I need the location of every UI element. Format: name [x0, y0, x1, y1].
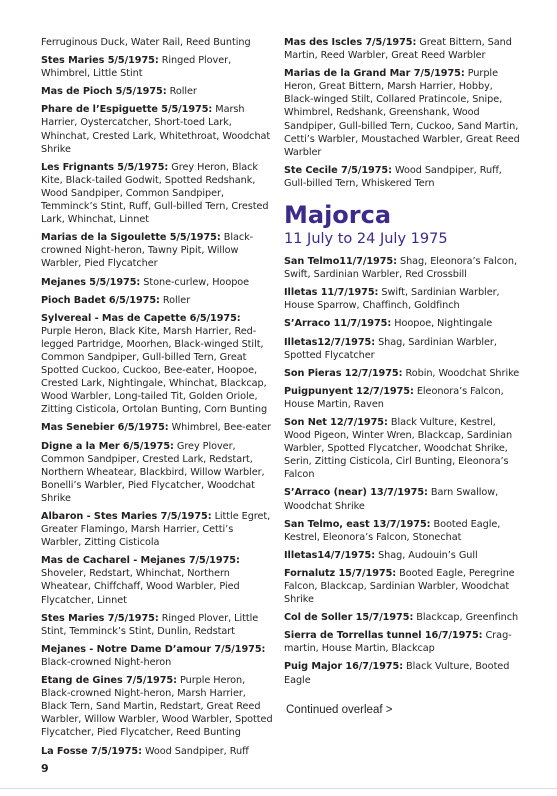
species-list: Purple Heron, Great Bittern, Marsh Harrier, Hobby, Black-winged Stilt, Collared Pratincole, Snipe, Whimbrel, Redshank, Greenshank, Wood Sandpiper, Gull-billed Tern, Cuckoo, Sand Martin, Cetti’s Warbler, Moustached Warbler, Great Reed Warbler [284, 68, 520, 158]
left-column [41, 36, 273, 763]
species-list: Shoveler, Redstart, Whinchat, Northern Wheatear, Chiffchaff, Wood Warbler, Pied Flycatcher, Linnet [41, 568, 240, 606]
sighting-entry [41, 85, 273, 98]
sighting-entry [41, 510, 273, 549]
sighting-entry [284, 286, 520, 312]
site-date-label: San Telmo11/7/1975: [284, 256, 397, 268]
species-list: Blackcap, Greenfinch [416, 612, 519, 624]
sighting-entry [284, 518, 520, 544]
right-column-top-entries [284, 36, 520, 190]
site-date-label: Ste Cecile 7/5/1975: [284, 164, 392, 176]
site-date-label: Mejanes 5/5/1975: [41, 276, 141, 288]
site-date-label: Marias de la Sigoulette 5/5/1975: [41, 232, 221, 244]
site-date-label: Mas de Pioch 5/5/1975: [41, 86, 167, 98]
species-list: Ringed Plover, Whimbrel, Little Stint [41, 55, 232, 80]
sighting-entry [41, 276, 273, 289]
species-list: Grey Heron, Black Kite, Black-tailed Godwit, Spotted Redshank, Wood Sandpiper, Common Sandpiper, Temminck’s Stint, Ruff, Gull-billed Tern, Crested Lark, Whinchat, Linnet [41, 161, 269, 226]
site-date-label: Illetas 11/7/1975: [284, 287, 379, 299]
species-list: Stone-curlew, Hoopoe [143, 276, 250, 288]
site-date-label: Mas de Cacharel - Mejanes 7/5/1975: [41, 555, 240, 567]
site-date-label: Les Frignants 5/5/1975: [41, 161, 169, 173]
site-date-label: Etang de Gines 7/5/1975: [41, 675, 177, 687]
species-list: Ferruginous Duck, Water Rail, Reed Bunting [41, 37, 251, 48]
sighting-entry [284, 336, 520, 362]
site-date-label: Fornalutz 15/7/1975: [284, 567, 397, 579]
species-list: Black-crowned Night-heron [41, 656, 172, 668]
site-date-label: Son Net 12/7/1975: [284, 416, 388, 428]
sighting-entry [284, 367, 520, 380]
site-date-label: La Fosse 7/5/1975: [41, 745, 142, 757]
site-date-label: Puigpunyent 12/7/1975: [284, 385, 414, 397]
sighting-entry [41, 161, 273, 226]
species-list: Barn Swallow, Woodchat Shrike [284, 487, 499, 512]
right-column-bottom-entries [284, 255, 520, 687]
sighting-entry [41, 612, 273, 638]
species-list: Crag-martin, House Martin, Blackcap [284, 630, 512, 655]
species-list: Black Vulture, Kestrel, Wood Pigeon, Winter Wren, Blackcap, Sardinian Warbler, Spotted Flycatcher, Woodchat Shrike, Serin, Zitting Cisticola, Cirl Bunting, Eleonora’s Falcon [284, 416, 513, 481]
sighting-entry [284, 416, 520, 481]
species-list: Shag, Eleonora’s Falcon, Swift, Sardinian Warbler, Red Crossbill [284, 256, 517, 281]
site-date-label: Phare de l’Espiguette 5/5/1975: [41, 104, 213, 116]
species-list: Black Vulture, Booted Eagle [284, 661, 510, 686]
sighting-entry [284, 549, 520, 562]
site-date-label: S’Arraco 11/7/1975: [284, 318, 392, 330]
species-list: Grey Plover, Common Sandpiper, Crested Lark, Redstart, Northern Wheatear, Blackbird, Willow Warbler, Bonelli’s Warbler, Pied Flycatcher, Woodchat Shrike [41, 440, 265, 504]
sighting-entry [284, 317, 520, 330]
sighting-entry [41, 294, 273, 307]
species-list: Black-crowned Night-heron, Tawny Pipit, Willow Warbler, Pied Flycatcher [41, 232, 254, 270]
sighting-entry [284, 629, 520, 655]
sighting-entry [284, 567, 520, 606]
sighting-entry [41, 103, 273, 155]
right-column [284, 36, 520, 692]
page-number: 9 [41, 762, 49, 775]
species-list: Little Egret, Greater Flamingo, Marsh Harrier, Cetti’s Warbler, Zitting Cisticola [41, 511, 271, 549]
sighting-entry [284, 660, 520, 686]
sighting-entry [41, 554, 273, 606]
sighting-entry [41, 421, 273, 434]
site-date-label: Mas des Iscles 7/5/1975: [284, 37, 417, 48]
site-date-label: Digne a la Mer 6/5/1975: [41, 440, 174, 452]
site-date-label: Pioch Badet 6/5/1975: [41, 294, 160, 306]
site-date-label: Sierra de Torrellas tunnel 16/7/1975: [284, 630, 483, 642]
species-list: Booted Eagle, Peregrine Falcon, Blackcap, Sardinian Warbler, Woodchat Shrike [284, 567, 515, 606]
site-date-label: Sylvereal - Mas de Capette 6/5/1975: [41, 312, 241, 324]
site-date-label: San Telmo, east 13/7/1975: [284, 518, 431, 530]
sighting-entry [41, 674, 273, 739]
section-dates: 11 July to 24 July 1975 [284, 231, 448, 248]
site-date-label: Puig Major 16/7/1975: [284, 661, 404, 673]
sighting-entry [284, 486, 520, 512]
sighting-entry [41, 440, 273, 505]
species-list: Ringed Plover, Little Stint, Temminck’s Stint, Dunlin, Redstart [41, 612, 259, 637]
sighting-entry [284, 164, 520, 190]
site-date-label: Mejanes - Notre Dame D’amour 7/5/1975: [41, 643, 266, 655]
sighting-entry [41, 231, 273, 270]
sighting-entry [284, 36, 520, 62]
site-date-label: Stes Maries 5/5/1975: [41, 55, 159, 67]
species-list: Wood Sandpiper, Ruff, Gull-billed Tern, Whiskered Tern [284, 164, 502, 189]
site-date-label: Mas Senebier 6/5/1975: [41, 422, 169, 434]
sighting-entry [284, 255, 520, 281]
continued-overleaf-note: Continued overleaf > [286, 704, 393, 716]
sighting-entry [41, 54, 273, 80]
species-list: Great Bittern, Sand Martin, Reed Warbler, Great Reed Warbler [284, 37, 512, 62]
species-list: Robin, Woodchat Shrike [405, 367, 520, 379]
species-list: Marsh Harrier, Oystercatcher, Short-toed Lark, Whinchat, Crested Lark, Whitethroat, Woodchat Shrike [41, 104, 271, 155]
species-list: Shag, Sardinian Warbler, Spotted Flycatcher [284, 336, 497, 361]
sighting-entry [41, 36, 273, 49]
sighting-entry [284, 67, 520, 159]
site-date-label: Illetas12/7/1975: [284, 336, 376, 348]
sighting-entry [41, 745, 273, 758]
species-list: Roller [169, 86, 197, 98]
site-date-label: S’Arraco (near) 13/7/1975: [284, 487, 428, 499]
species-list: Eleonora’s Falcon, House Martin, Raven [284, 385, 504, 410]
species-list: Roller [162, 294, 191, 306]
species-list: Swift, Sardinian Warbler, House Sparrow, Chaffinch, Goldfinch [284, 287, 500, 312]
species-list: Whimbrel, Bee-eater [171, 422, 271, 434]
species-list: Shag, Audouin’s Gull [378, 549, 478, 561]
species-list: Hoopoe, Nightingale [394, 318, 493, 330]
site-date-label: Marias de la Grand Mar 7/5/1975: [284, 68, 465, 80]
site-date-label: Col de Soller 15/7/1975: [284, 612, 414, 624]
species-list: Booted Eagle, Kestrel, Eleonora’s Falcon, Stonechat [284, 518, 501, 543]
sighting-entry [41, 312, 273, 417]
sighting-entry [41, 643, 273, 669]
species-list: Wood Sandpiper, Ruff [144, 745, 249, 757]
site-date-label: Albaron - Stes Maries 7/5/1975: [41, 511, 212, 522]
species-list: Purple Heron, Black-crowned Night-heron, Marsh Harrier, Black Tern, Sand Martin, Redstart, Great Reed Warbler, Willow Warbler, Wood Warbler, Spotted Flycatcher, Pied Flycatcher, Reed Bunting [41, 675, 273, 739]
site-date-label: Stes Maries 7/5/1975: [41, 612, 159, 624]
species-list: Purple Heron, Black Kite, Marsh Harrier, Red-legged Partridge, Moorhen, Black-winged Stilt, Common Sandpiper, Gull-billed Tern, Great Spotted Cuckoo, Cuckoo, Bee-eater, Hoopoe, Crested Lark, Nightingale, Whinchat, Blackcap, Wood Warbler, Long-tailed Tit, Golden Oriole, Zitting Cisticola, Ortolan Bunting, Corn Bunting [41, 325, 268, 416]
site-date-label: Son Pieras 12/7/1975: [284, 367, 403, 379]
section-title: Majorca [284, 201, 392, 230]
sighting-entry [284, 611, 520, 624]
bottom-divider [0, 788, 557, 789]
sighting-entry [284, 385, 520, 411]
site-date-label: Illetas14/7/1975: [284, 549, 376, 561]
